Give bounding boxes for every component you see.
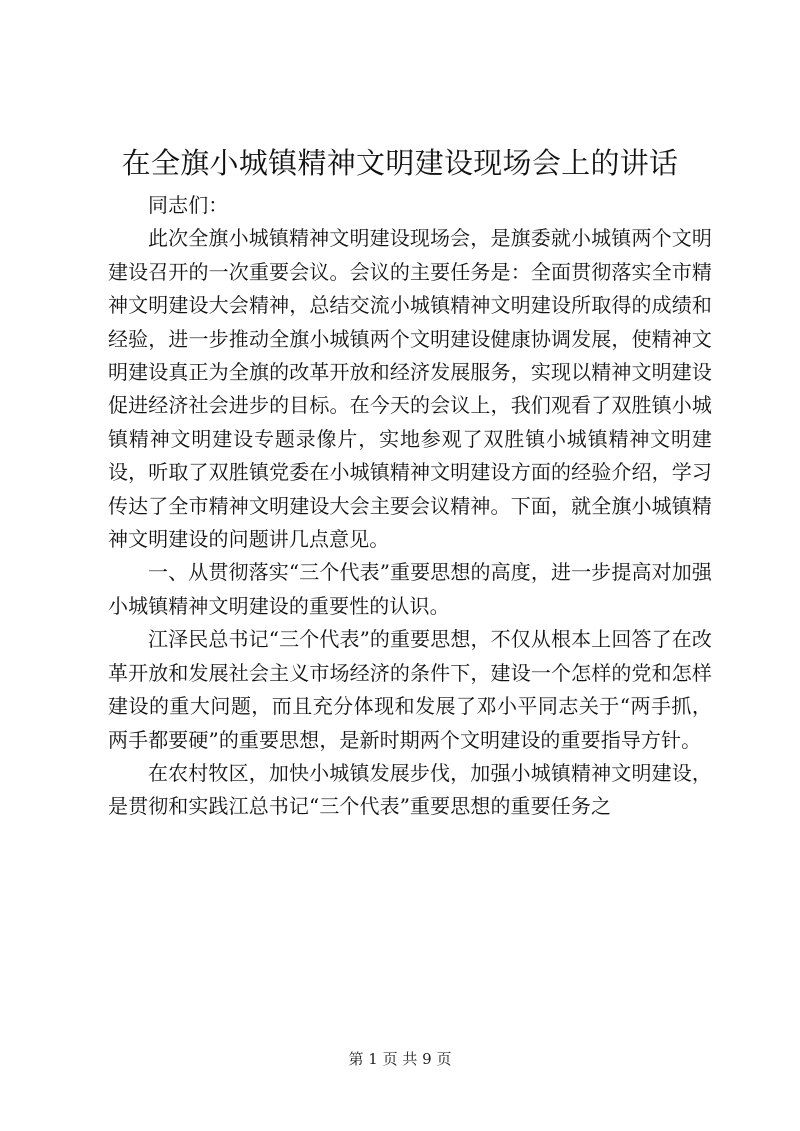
rural-areas-paragraph: 在农村牧区，加快小城镇发展步伐，加强小城镇精神文明建设，是贯彻和实践江总书记“三个代表”重要思想的重要任务之	[108, 760, 712, 819]
page-footer: 第 1 页 共 9 页	[348, 1050, 452, 1068]
intro-paragraph: 此次全旗小城镇精神文明建设现场会，是旗委就小城镇两个文明建设召开的一次重要会议。会议的主要任务是：全面贯彻落实全市精神文明建设大会精神，总结交流小城镇精神文明建设所取得的成绩和经验，进一步推动全旗小城镇两个文明建设健康协调发展，使精神文明建设真正为全旗的改革开放和经济发展服务，实现以精神文明建设促进经济社会进步的目标。在今天的会议上，我们观看了双胜镇小城镇精神文明建设专题录像片，实地参观了双胜镇小城镇精神文明建设，听取了双胜镇党委在小城镇精神文明建设方面的经验介绍，学习传达了全市精神文明建设大会主要会议精神。下面，就全旗小城镇精神文明建设的问题讲几点意见。	[108, 226, 712, 552]
greeting-paragraph: 同志们：	[148, 193, 229, 217]
document-body	[108, 189, 712, 824]
section-heading-paragraph: 一、从贯彻落实“三个代表”重要思想的高度，进一步提高对加强小城镇精神文明建设的重要性的认识。	[108, 560, 712, 618]
document-title: 在全旗小城镇精神文明建设现场会上的讲话	[121, 146, 679, 180]
three-represents-paragraph: 江泽民总书记“三个代表”的重要思想，不仅从根本上回答了在改革开放和发展社会主义市场经济的条件下，建设一个怎样的党和怎样建设的重大问题，而且充分体现和发展了邓小平同志关于“两手抓，两手都要硬”的重要思想，是新时期两个文明建设的重要指导方针。	[108, 627, 712, 752]
